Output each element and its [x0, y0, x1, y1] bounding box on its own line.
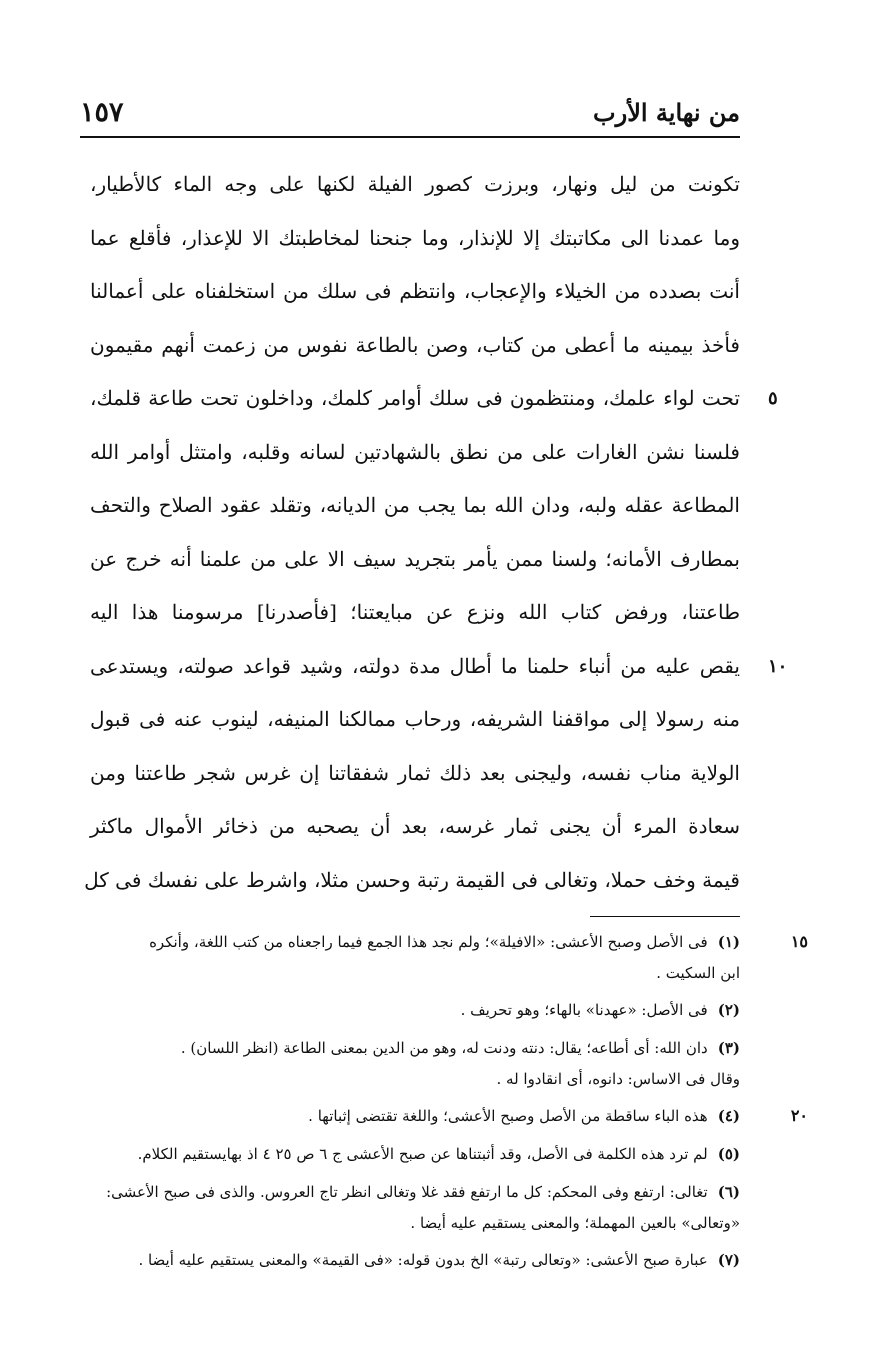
footnote-6-continued: «وتعالى» بالعين المهملة؛ والمعنى يستقيم عليه أيضا .: [410, 1214, 740, 1232]
text-line: سعادة المرء أن يجنى ثمار غرسه، بعد أن يصحبه من ذخائر الأموال ماكثر: [90, 814, 740, 838]
footnote-number: (٤): [717, 1107, 740, 1125]
text-line: الولاية مناب نفسه، وليجنى بعد ذلك ثمار شفقاتنا إن غرس شجر طاعتنا ومن: [90, 760, 740, 785]
text-line: المطاعة عقله ولبه، ودان الله بما يجب من الديانه، وتقلد عقود الصلاح والتحف: [90, 493, 740, 517]
footnote-text: عبارة صبح الأعشى: «وتعالى رتبة» الخ بدون قوله: «فى القيمة» والمعنى يستقيم عليه أيضا .: [138, 1251, 708, 1269]
footnote-text: تغالى: ارتفع وفى المحكم: كل ما ارتفع فقد غلا وتغالى انظر تاج العروس. والذى فى صبح الأعشى:: [106, 1183, 708, 1201]
footnote-rule: [590, 916, 740, 917]
text-line-5: [90, 372, 778, 426]
main-text: [84, 158, 788, 907]
text-line: طاعتنا، ورفض كتاب الله ونزع عن مبايعتنا؛ [فأصدرنا] مرسومنا هذا اليه: [90, 600, 740, 624]
footnote-3: [95, 1032, 740, 1064]
footnote-number: (٥): [717, 1145, 740, 1163]
footnote-number: (٧): [717, 1251, 740, 1269]
text-line: وما عمدنا الى مكاتبتك إلا للإنذار، وما جنحنا لمخاطبتك الا للإعذار، فأقلع عما: [90, 225, 740, 250]
footnote-6: [95, 1176, 740, 1208]
footnote-text: هذه الباء ساقطة من الأصل وصبح الأعشى؛ واللغة تقتضى إثباتها .: [308, 1107, 708, 1125]
line-number-5: ٥: [768, 388, 778, 409]
text-line-content: تحت لواء علمك، ومنتظمون فى سلك أوامر كلمك، وداخلون تحت طاعة قلمك،: [90, 386, 740, 410]
page-header: [80, 92, 740, 132]
footnotes: [95, 926, 808, 1276]
footnote-3-continued: وقال فى الاساس: دانوه، أى انقادوا له .: [496, 1070, 740, 1088]
footnote-5: [95, 1138, 740, 1170]
text-line: فأخذ بيمينه ما أعطى من كتاب، وصن بالطاعة نفوس من زعمت أنهم مقيمون: [90, 332, 740, 357]
line-number-15: ١٥: [790, 932, 808, 951]
line-number-10: ١٠: [768, 655, 788, 677]
text-line: منه رسولا إلى مواقفنا الشريفه، ورحاب ممالكنا المنيفه، لينوب عنه فى قبول: [90, 707, 740, 731]
text-line: أنت بصدده من الخيلاء والإعجاب، وانتظم فى سلك من استخلفناه على أعمالنا: [90, 279, 740, 303]
footnote-text: فى الأصل وصبح الأعشى: «الافيلة»؛ ولم نجد هذا الجمع فيما راجعناه من كتب اللغة، وأنكره: [149, 933, 708, 951]
text-line-content: يقص عليه من أنباء حلمنا ما أطال مدة دولته، وشيد قواعد صولته، ويستدعى: [90, 653, 740, 678]
footnote-1: [95, 926, 808, 958]
header-rule: [80, 136, 740, 138]
footnote-1-continued: ابن السكيت .: [656, 964, 740, 982]
footnote-number: (١): [717, 933, 740, 951]
page-number: ١٥٧: [80, 96, 124, 128]
footnote-4: [95, 1100, 808, 1132]
text-line: بمطارف الأمانه؛ ولسنا ممن يأمر بتجريد سيف الا على من علمنا أنه خرج عن: [90, 546, 740, 571]
footnote-2: [95, 994, 740, 1026]
footnote-text: فى الأصل: «عهدنا» بالهاء؛ وهو تحريف .: [460, 1001, 708, 1019]
text-line: تكونت من ليل ونهار، وبرزت كصور الفيلة لكنها على وجه الماء كالأطيار،: [90, 172, 740, 196]
text-line: فلسنا نشن الغارات على من نطق بالشهادتين لسانه وقلبه، وامتثل أوامر الله: [90, 439, 740, 464]
text-line-10: [90, 640, 788, 694]
running-title: من نهاية الأرب: [593, 97, 740, 127]
line-number-20: ٢٠: [790, 1106, 808, 1125]
text-line: قيمة وخف حملا، وتغالى فى القيمة رتبة وحسن مثلا، واشرط على نفسك فى كل: [84, 867, 740, 892]
footnote-text: لم ترد هذه الكلمة فى الأصل، وقد أثبتناها عن صبح الأعشى ج ٦ ص ٢٥ ٤ اذ بهايستقيم الكلام.: [137, 1145, 708, 1163]
footnote-7: [95, 1244, 740, 1276]
footnote-number: (٣): [717, 1039, 740, 1057]
footnote-text: دان الله: أى أطاعه؛ يقال: دنته ودنت له، وهو من الدين بمعنى الطاعة (انظر اللسان) .: [180, 1039, 708, 1057]
footnote-number: (٢): [717, 1001, 740, 1019]
footnote-number: (٦): [717, 1183, 740, 1201]
